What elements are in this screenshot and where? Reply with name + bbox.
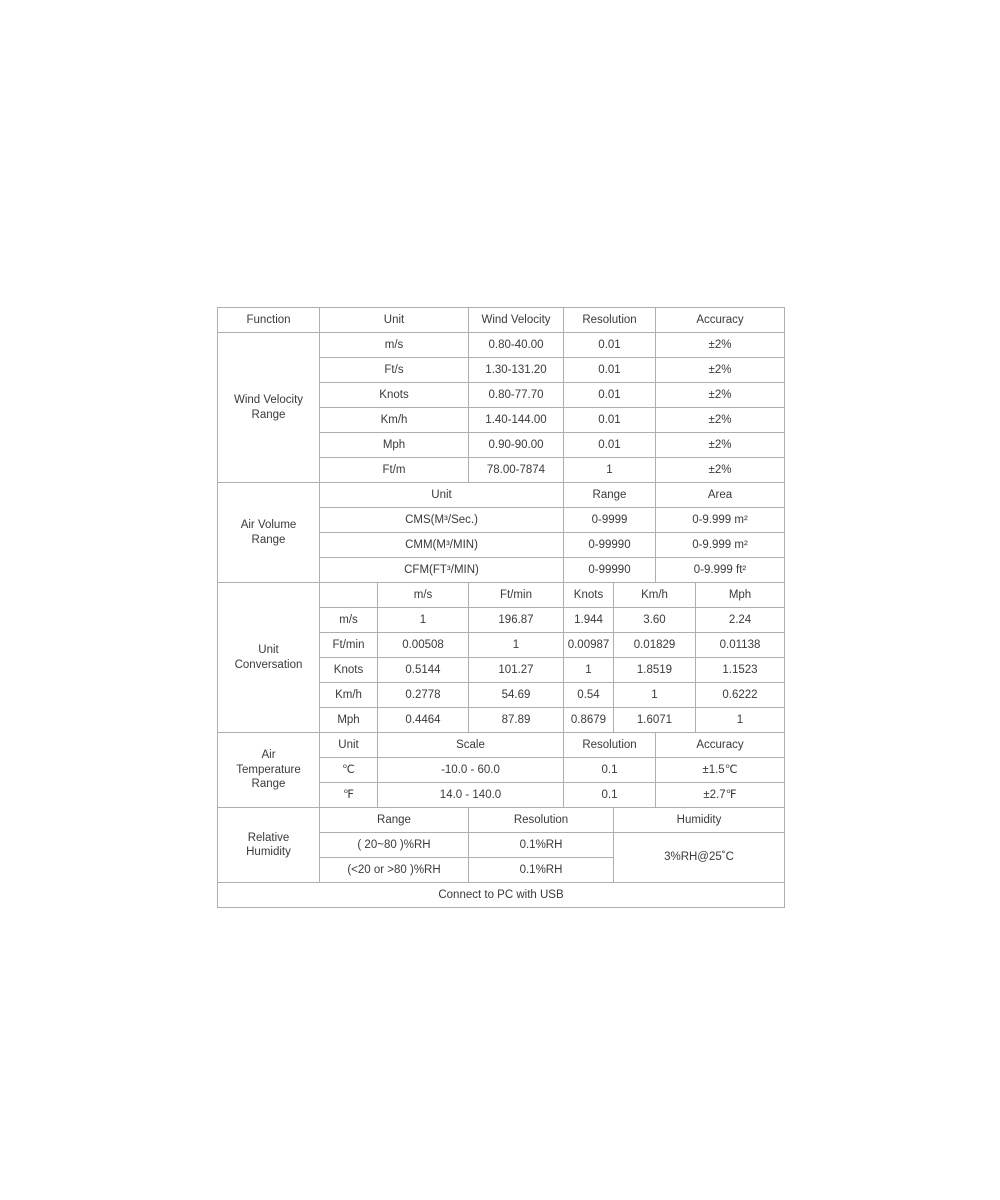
cell-resolution: 0.1%RH bbox=[469, 833, 614, 858]
conversion-row-header: Km/h bbox=[320, 683, 378, 708]
row-label-relative-humidity bbox=[218, 808, 320, 883]
cell-accuracy: ±2% bbox=[656, 408, 785, 433]
table-row bbox=[218, 583, 785, 608]
cell-velocity: 1.40-144.00 bbox=[469, 408, 564, 433]
cell-resolution: 0.01 bbox=[564, 408, 656, 433]
cell-unit: ℃ bbox=[320, 758, 378, 783]
conversion-cell: 1.8519 bbox=[614, 658, 696, 683]
cell-resolution: 0.1%RH bbox=[469, 858, 614, 883]
cell-range: 0-9999 bbox=[564, 508, 656, 533]
conversion-cell: 3.60 bbox=[614, 608, 696, 633]
cell-accuracy: ±1.5℃ bbox=[656, 758, 785, 783]
conversion-cell: 0.8679 bbox=[564, 708, 614, 733]
conversion-col-header: Ft/min bbox=[469, 583, 564, 608]
row-label-wind-velocity-range bbox=[218, 333, 320, 483]
conversion-cell: 0.5144 bbox=[378, 658, 469, 683]
conversion-row-header: Knots bbox=[320, 658, 378, 683]
air-temperature-range-label-line2: Temperature bbox=[236, 763, 301, 776]
conversion-cell: 0.4464 bbox=[378, 708, 469, 733]
unit-conversation-label-line1: Unit bbox=[258, 644, 279, 657]
cell-area: 0-9.999 m² bbox=[656, 533, 785, 558]
conversion-cell: 0.2778 bbox=[378, 683, 469, 708]
table-row bbox=[218, 333, 785, 358]
unit-conversation-label-line2: Conversation bbox=[234, 658, 303, 671]
conversion-cell: 101.27 bbox=[469, 658, 564, 683]
conversion-cell: 0.00508 bbox=[378, 633, 469, 658]
cell-area: 0-9.999 ft² bbox=[656, 558, 785, 583]
wind-velocity-range-label-line1: Wind Velocity bbox=[233, 394, 304, 407]
cell-unit: Ft/m bbox=[320, 458, 469, 483]
cell-range: 0-99990 bbox=[564, 533, 656, 558]
conversion-cell: 54.69 bbox=[469, 683, 564, 708]
cell-velocity: 0.80-40.00 bbox=[469, 333, 564, 358]
air-temperature-range-label-line1: Air bbox=[261, 749, 276, 762]
air-temperature-range-label-line3: Range bbox=[251, 778, 286, 791]
conversion-cell: 1 bbox=[614, 683, 696, 708]
conversion-corner-cell bbox=[320, 583, 378, 608]
table-row bbox=[218, 733, 785, 758]
conversion-row-header: Ft/min bbox=[320, 633, 378, 658]
cell-unit: CMM(M³/MIN) bbox=[320, 533, 564, 558]
cell-accuracy: ±2.7℉ bbox=[656, 783, 785, 808]
cell-resolution: 0.01 bbox=[564, 333, 656, 358]
relative-humidity-label-line2: Humidity bbox=[246, 846, 291, 858]
cell-resolution: 0.01 bbox=[564, 383, 656, 408]
table-row bbox=[218, 483, 785, 508]
cell-accuracy: ±2% bbox=[656, 358, 785, 383]
row-label-unit-conversation bbox=[218, 583, 320, 733]
subheader-range: Range bbox=[564, 483, 656, 508]
conversion-cell: 1.1523 bbox=[696, 658, 785, 683]
subheader-humidity: Humidity bbox=[614, 808, 785, 833]
subheader-accuracy: Accuracy bbox=[656, 733, 785, 758]
cell-accuracy: ±2% bbox=[656, 433, 785, 458]
cell-velocity: 0.80-77.70 bbox=[469, 383, 564, 408]
header-resolution: Resolution bbox=[564, 308, 656, 333]
cell-accuracy: ±2% bbox=[656, 333, 785, 358]
cell-velocity: 1.30-131.20 bbox=[469, 358, 564, 383]
subheader-range: Range bbox=[320, 808, 469, 833]
cell-unit: CFM(FT³/MIN) bbox=[320, 558, 564, 583]
cell-unit: Mph bbox=[320, 433, 469, 458]
subheader-scale: Scale bbox=[378, 733, 564, 758]
cell-resolution: 1 bbox=[564, 458, 656, 483]
header-function: Function bbox=[218, 308, 320, 333]
conversion-cell: 0.54 bbox=[564, 683, 614, 708]
conversion-cell: 1 bbox=[378, 608, 469, 633]
cell-unit: CMS(M³/Sec.) bbox=[320, 508, 564, 533]
cell-scale: -10.0 - 60.0 bbox=[378, 758, 564, 783]
conversion-cell: 1.944 bbox=[564, 608, 614, 633]
cell-accuracy: ±2% bbox=[656, 458, 785, 483]
footer-note: Connect to PC with USB bbox=[218, 883, 785, 908]
conversion-cell: 0.01138 bbox=[696, 633, 785, 658]
cell-range: ( 20~80 )%RH bbox=[320, 833, 469, 858]
subheader-resolution: Resolution bbox=[469, 808, 614, 833]
cell-unit: m/s bbox=[320, 333, 469, 358]
conversion-col-header: Knots bbox=[564, 583, 614, 608]
cell-humidity-accuracy: 3%RH@25˚C bbox=[614, 833, 785, 883]
subheader-unit: Unit bbox=[320, 483, 564, 508]
conversion-row-header: Mph bbox=[320, 708, 378, 733]
conversion-col-header: Km/h bbox=[614, 583, 696, 608]
table-footer-row bbox=[218, 883, 785, 908]
wind-velocity-range-label-line2: Range bbox=[251, 408, 286, 421]
cell-resolution: 0.1 bbox=[564, 758, 656, 783]
conversion-cell: 196.87 bbox=[469, 608, 564, 633]
conversion-cell: 2.24 bbox=[696, 608, 785, 633]
specification-table bbox=[217, 307, 785, 908]
table-row bbox=[218, 808, 785, 833]
relative-humidity-label-line1: Relative bbox=[247, 831, 290, 844]
cell-velocity: 78.00-7874 bbox=[469, 458, 564, 483]
air-volume-range-label-line2: Range bbox=[251, 533, 286, 546]
cell-accuracy: ±2% bbox=[656, 383, 785, 408]
header-accuracy: Accuracy bbox=[656, 308, 785, 333]
conversion-cell: 0.00987 bbox=[564, 633, 614, 658]
conversion-col-header: m/s bbox=[378, 583, 469, 608]
conversion-cell: 0.01829 bbox=[614, 633, 696, 658]
header-wind-velocity: Wind Velocity bbox=[469, 308, 564, 333]
conversion-cell: 1 bbox=[696, 708, 785, 733]
cell-area: 0-9.999 m² bbox=[656, 508, 785, 533]
cell-unit: ℉ bbox=[320, 783, 378, 808]
cell-unit: Knots bbox=[320, 383, 469, 408]
cell-scale: 14.0 - 140.0 bbox=[378, 783, 564, 808]
specification-table-container bbox=[217, 307, 784, 908]
conversion-cell: 1 bbox=[564, 658, 614, 683]
cell-unit: Km/h bbox=[320, 408, 469, 433]
conversion-cell: 0.6222 bbox=[696, 683, 785, 708]
cell-unit: Ft/s bbox=[320, 358, 469, 383]
conversion-cell: 1.6071 bbox=[614, 708, 696, 733]
cell-resolution: 0.1 bbox=[564, 783, 656, 808]
cell-velocity: 0.90-90.00 bbox=[469, 433, 564, 458]
air-volume-range-label-line1: Air Volume bbox=[240, 519, 297, 532]
cell-resolution: 0.01 bbox=[564, 358, 656, 383]
table-header-row bbox=[218, 308, 785, 333]
conversion-cell: 1 bbox=[469, 633, 564, 658]
cell-range: (<20 or >80 )%RH bbox=[320, 858, 469, 883]
row-label-air-volume-range bbox=[218, 483, 320, 583]
row-label-air-temperature-range bbox=[218, 733, 320, 808]
cell-resolution: 0.01 bbox=[564, 433, 656, 458]
conversion-row-header: m/s bbox=[320, 608, 378, 633]
cell-range: 0-99990 bbox=[564, 558, 656, 583]
conversion-col-header: Mph bbox=[696, 583, 785, 608]
subheader-resolution: Resolution bbox=[564, 733, 656, 758]
header-unit: Unit bbox=[320, 308, 469, 333]
subheader-area: Area bbox=[656, 483, 785, 508]
conversion-cell: 87.89 bbox=[469, 708, 564, 733]
subheader-unit: Unit bbox=[320, 733, 378, 758]
